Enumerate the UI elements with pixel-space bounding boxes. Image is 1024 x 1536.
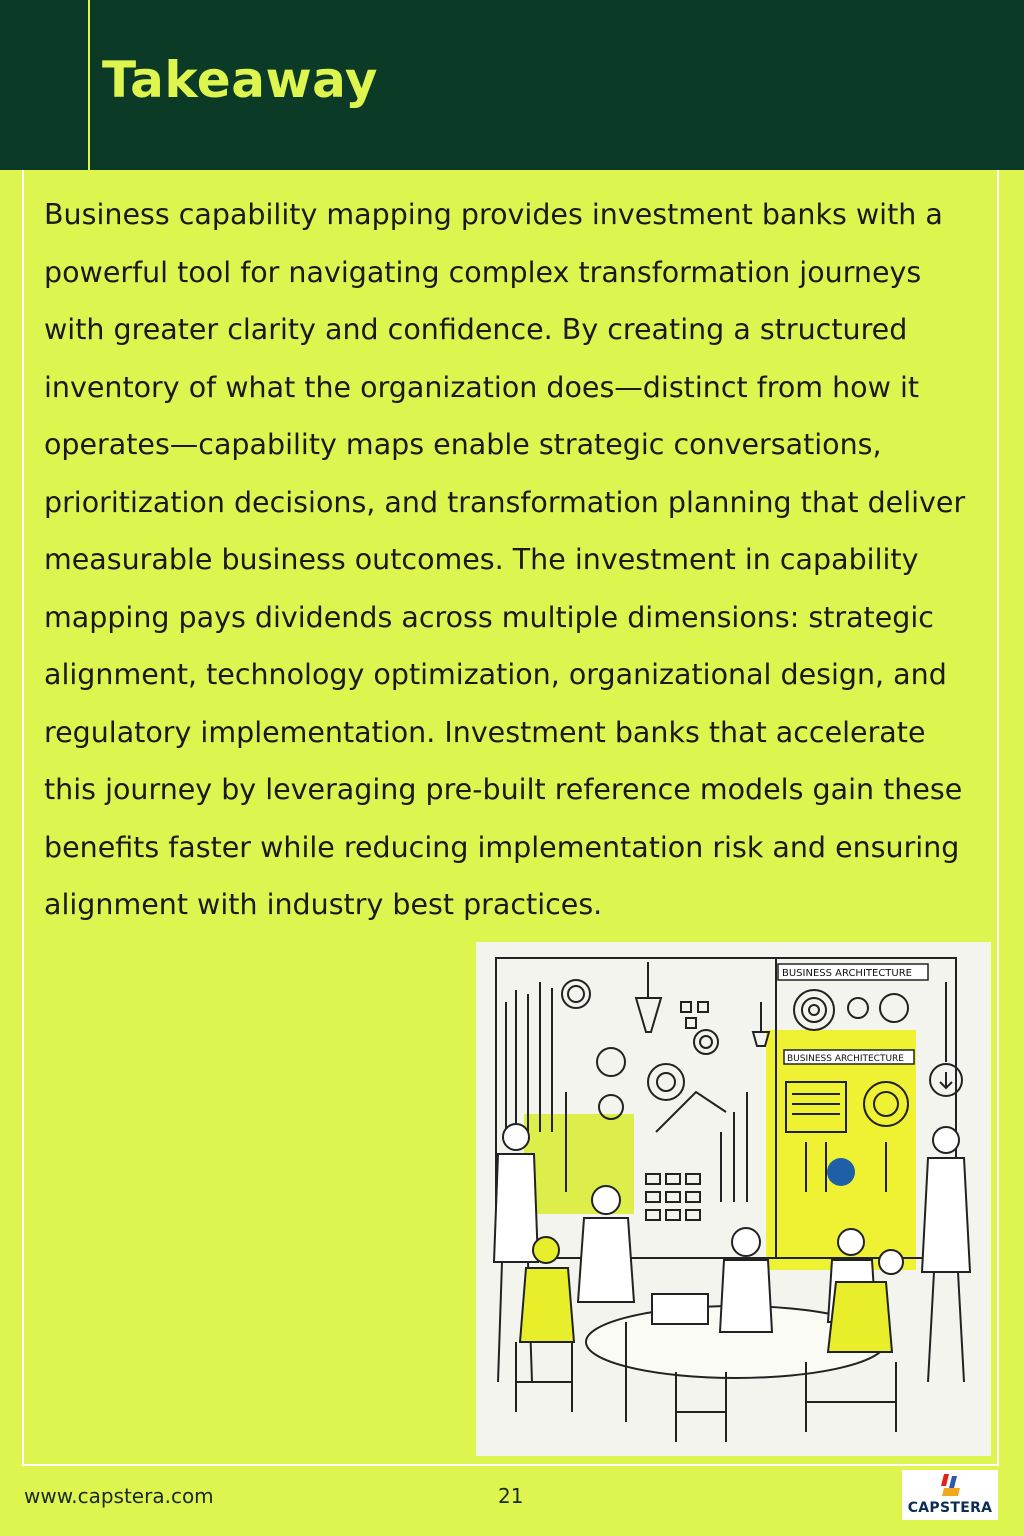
page-number: 21: [498, 1484, 524, 1508]
capstera-logo-icon: [940, 1472, 962, 1498]
header-bar: [0, 0, 1024, 170]
logo-text: CAPSTERA: [907, 1500, 993, 1516]
page-title: Takeaway: [102, 51, 378, 109]
illustration-svg: [476, 942, 991, 1456]
board-label-top: BUSINESS ARCHITECTURE: [782, 968, 912, 979]
header-divider: [88, 0, 90, 170]
body-paragraph: Business capability mapping provides investment banks with a powerful tool for navigating complex transformation journeys with greater clarity and confidence. By creating a structured inventory of what the organization does—distinct from how it operates—capability maps enable strategic conversations, prioritization decisions, and transformation planning that deliver measurable business outcomes. The investment in capability mapping pays dividends across multiple dimensions: strategic alignment, technology optimization, organizational design, and regulatory implementation. Investment banks that accelerate this journey by leveraging pre-built reference models gain these benefits faster while reducing implementation risk and ensuring alignment with industry best practices.: [44, 198, 966, 921]
team-meeting-illustration: [476, 942, 991, 1456]
footer-url[interactable]: www.capstera.com: [24, 1484, 214, 1508]
capstera-logo: [902, 1470, 998, 1520]
board-label-mid: BUSINESS ARCHITECTURE: [787, 1054, 904, 1064]
